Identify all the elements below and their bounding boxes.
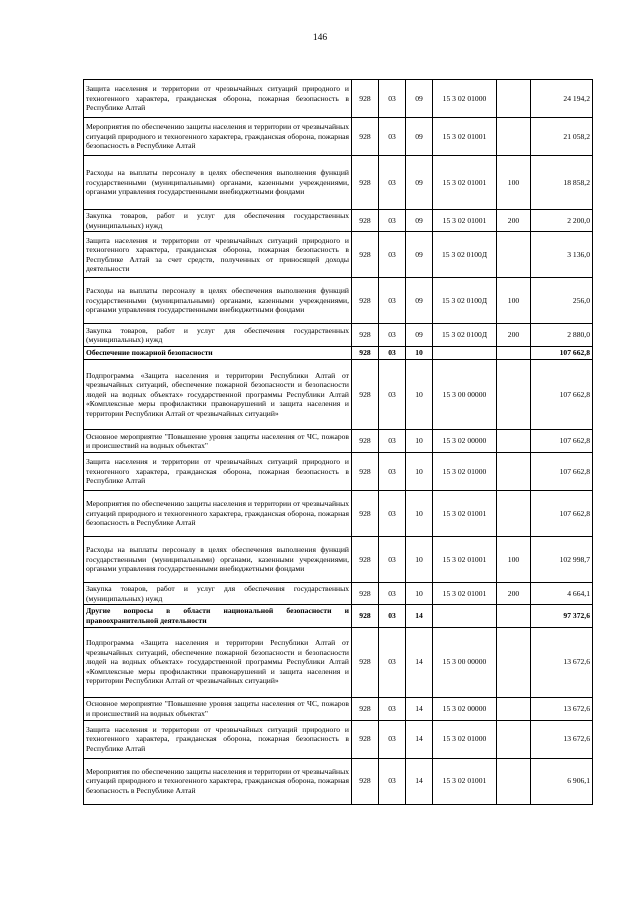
row-expense-type-code xyxy=(497,697,531,720)
table-row xyxy=(84,347,593,360)
row-amount: 256,0 xyxy=(531,278,593,324)
table-row xyxy=(84,583,593,605)
row-expense-type-code xyxy=(497,491,531,537)
table-row xyxy=(84,156,593,210)
row-name: Защита населения и территории от чрезвычайных ситуаций природного и техногенного характера, гражданская оборона, пожарная безопасность в Республике Алтай за счет средств, полученных от приносящей доходы деятельности xyxy=(84,232,352,278)
row-amount: 107 662,8 xyxy=(531,491,593,537)
row-subsection-code: 14 xyxy=(406,605,433,627)
row-target-code: 15 3 02 01001 xyxy=(433,118,497,156)
row-ministry-code: 928 xyxy=(352,210,379,232)
row-name: Мероприятия по обеспечению защиты населения и территории от чрезвычайных ситуаций природного и техногенного характера, гражданская оборона, пожарная безопасность в Республике Алтай xyxy=(84,758,352,804)
row-expense-type-code xyxy=(497,453,531,491)
budget-table xyxy=(83,79,593,805)
row-expense-type-code: 100 xyxy=(497,278,531,324)
row-name: Закупка товаров, работ и услуг для обеспечения государственных (муниципальных) нужд xyxy=(84,583,352,605)
table-row xyxy=(84,430,593,453)
row-amount: 107 662,8 xyxy=(531,430,593,453)
row-target-code: 15 3 02 01001 xyxy=(433,583,497,605)
row-ministry-code: 928 xyxy=(352,758,379,804)
table-row xyxy=(84,118,593,156)
row-section-code: 03 xyxy=(379,627,406,697)
row-subsection-code: 14 xyxy=(406,697,433,720)
row-section-code: 03 xyxy=(379,210,406,232)
row-section-code: 03 xyxy=(379,324,406,347)
row-amount: 13 672,6 xyxy=(531,627,593,697)
row-subsection-code: 09 xyxy=(406,156,433,210)
row-ministry-code: 928 xyxy=(352,720,379,758)
row-target-code xyxy=(433,347,497,360)
row-name: Расходы на выплаты персоналу в целях обеспечения выполнения функций государственными (муниципальными) органами, казенными учреждениями, органами управления государственными внебюджетными фондами xyxy=(84,156,352,210)
table-row xyxy=(84,453,593,491)
row-ministry-code: 928 xyxy=(352,627,379,697)
row-expense-type-code xyxy=(497,605,531,627)
row-amount: 13 672,6 xyxy=(531,697,593,720)
row-amount: 3 136,0 xyxy=(531,232,593,278)
table-row xyxy=(84,491,593,537)
row-expense-type-code: 100 xyxy=(497,156,531,210)
row-name: Защита населения и территории от чрезвычайных ситуаций природного и техногенного характера, гражданская оборона, пожарная безопасность в Республике Алтай xyxy=(84,720,352,758)
table-row xyxy=(84,758,593,804)
row-name: Расходы на выплаты персоналу в целях обеспечения выполнения функций государственными (муниципальными) органами, казенными учреждениями, органами управления государственными внебюджетными фондами xyxy=(84,537,352,583)
row-target-code: 15 3 02 01001 xyxy=(433,491,497,537)
row-target-code: 15 3 02 01001 xyxy=(433,758,497,804)
row-target-code: 15 3 02 0100Д xyxy=(433,324,497,347)
table-row xyxy=(84,80,593,118)
row-subsection-code: 10 xyxy=(406,430,433,453)
row-name: Защита населения и территории от чрезвычайных ситуаций природного и техногенного характера, гражданская оборона, пожарная безопасность в Республике Алтай xyxy=(84,80,352,118)
table-row xyxy=(84,360,593,430)
row-amount: 24 194,2 xyxy=(531,80,593,118)
row-ministry-code: 928 xyxy=(352,491,379,537)
row-subsection-code: 09 xyxy=(406,232,433,278)
row-subsection-code: 14 xyxy=(406,720,433,758)
row-expense-type-code xyxy=(497,627,531,697)
row-target-code: 15 3 02 01001 xyxy=(433,537,497,583)
row-target-code: 15 3 02 0100Д xyxy=(433,278,497,324)
row-ministry-code: 928 xyxy=(352,118,379,156)
row-expense-type-code: 200 xyxy=(497,583,531,605)
row-ministry-code: 928 xyxy=(352,324,379,347)
table-row xyxy=(84,697,593,720)
row-section-code: 03 xyxy=(379,156,406,210)
row-ministry-code: 928 xyxy=(352,537,379,583)
row-name: Обеспечение пожарной безопасности xyxy=(84,347,352,360)
row-target-code: 15 3 02 00000 xyxy=(433,697,497,720)
row-amount: 13 672,6 xyxy=(531,720,593,758)
row-name: Основное мероприятие "Повышение уровня защиты населения от ЧС, пожаров и происшествий на водных объектах" xyxy=(84,697,352,720)
row-target-code: 15 3 00 00000 xyxy=(433,360,497,430)
row-target-code: 15 3 02 0100Д xyxy=(433,232,497,278)
row-expense-type-code: 200 xyxy=(497,210,531,232)
table-row xyxy=(84,210,593,232)
row-target-code: 15 3 02 01000 xyxy=(433,720,497,758)
row-target-code: 15 3 02 01001 xyxy=(433,210,497,232)
row-amount: 21 058,2 xyxy=(531,118,593,156)
row-amount: 6 906,1 xyxy=(531,758,593,804)
row-subsection-code: 10 xyxy=(406,360,433,430)
row-ministry-code: 928 xyxy=(352,430,379,453)
row-subsection-code: 09 xyxy=(406,118,433,156)
row-ministry-code: 928 xyxy=(352,232,379,278)
row-subsection-code: 14 xyxy=(406,627,433,697)
row-name: Защита населения и территории от чрезвычайных ситуаций природного и техногенного характера, гражданская оборона, пожарная безопасность в Республике Алтай xyxy=(84,453,352,491)
row-name: Подпрограмма «Защита населения и территории Республики Алтай от чрезвычайных ситуаций, обеспечение пожарной безопасности и безопасности людей на водных объектах» государственной программы Республики Алтай «Комплексные меры профилактики правонарушений и защита населения и территории Республики Алтай от чрезвычайных ситуаций» xyxy=(84,360,352,430)
row-name: Основное мероприятие "Повышение уровня защиты населения от ЧС, пожаров и происшествий на водных объектах" xyxy=(84,430,352,453)
table-row xyxy=(84,232,593,278)
row-section-code: 03 xyxy=(379,697,406,720)
row-subsection-code: 14 xyxy=(406,758,433,804)
row-expense-type-code xyxy=(497,347,531,360)
row-target-code: 15 3 02 00000 xyxy=(433,430,497,453)
row-subsection-code: 09 xyxy=(406,210,433,232)
row-section-code: 03 xyxy=(379,118,406,156)
row-subsection-code: 10 xyxy=(406,453,433,491)
row-ministry-code: 928 xyxy=(352,697,379,720)
row-amount: 18 858,2 xyxy=(531,156,593,210)
row-expense-type-code xyxy=(497,360,531,430)
table-row xyxy=(84,720,593,758)
row-ministry-code: 928 xyxy=(352,583,379,605)
table-row xyxy=(84,278,593,324)
row-section-code: 03 xyxy=(379,491,406,537)
row-amount: 97 372,6 xyxy=(531,605,593,627)
row-section-code: 03 xyxy=(379,232,406,278)
row-target-code: 15 3 02 01000 xyxy=(433,80,497,118)
row-expense-type-code xyxy=(497,430,531,453)
row-ministry-code: 928 xyxy=(352,347,379,360)
row-expense-type-code xyxy=(497,720,531,758)
row-name: Другие вопросы в области национальной безопасности и правоохранительной деятельности xyxy=(84,605,352,627)
row-expense-type-code xyxy=(497,758,531,804)
row-section-code: 03 xyxy=(379,80,406,118)
row-ministry-code: 928 xyxy=(352,453,379,491)
table-row xyxy=(84,627,593,697)
row-section-code: 03 xyxy=(379,360,406,430)
row-section-code: 03 xyxy=(379,453,406,491)
row-amount: 2 880,0 xyxy=(531,324,593,347)
row-subsection-code: 10 xyxy=(406,347,433,360)
row-subsection-code: 10 xyxy=(406,583,433,605)
row-section-code: 03 xyxy=(379,720,406,758)
row-target-code: 15 3 02 01000 xyxy=(433,453,497,491)
row-section-code: 03 xyxy=(379,430,406,453)
row-ministry-code: 928 xyxy=(352,80,379,118)
row-subsection-code: 09 xyxy=(406,278,433,324)
row-expense-type-code xyxy=(497,232,531,278)
row-section-code: 03 xyxy=(379,537,406,583)
row-ministry-code: 928 xyxy=(352,278,379,324)
row-subsection-code: 10 xyxy=(406,491,433,537)
row-section-code: 03 xyxy=(379,605,406,627)
row-expense-type-code xyxy=(497,80,531,118)
row-ministry-code: 928 xyxy=(352,605,379,627)
row-ministry-code: 928 xyxy=(352,360,379,430)
row-name: Расходы на выплаты персоналу в целях обеспечения выполнения функций государственными (муниципальными) органами, казенными учреждениями, органами управления государственными внебюджетными фондами xyxy=(84,278,352,324)
row-subsection-code: 10 xyxy=(406,537,433,583)
table-row xyxy=(84,605,593,627)
page-number: 146 xyxy=(312,33,328,43)
row-amount: 2 200,0 xyxy=(531,210,593,232)
row-amount: 4 664,1 xyxy=(531,583,593,605)
row-section-code: 03 xyxy=(379,347,406,360)
row-expense-type-code: 200 xyxy=(497,324,531,347)
row-name: Мероприятия по обеспечению защиты населения и территории от чрезвычайных ситуаций природного и техногенного характера, гражданская оборона, пожарная безопасность в Республике Алтай xyxy=(84,491,352,537)
row-target-code: 15 3 00 00000 xyxy=(433,627,497,697)
row-target-code xyxy=(433,605,497,627)
row-amount: 107 662,8 xyxy=(531,347,593,360)
row-section-code: 03 xyxy=(379,278,406,324)
row-name: Закупка товаров, работ и услуг для обеспечения государственных (муниципальных) нужд xyxy=(84,210,352,232)
row-ministry-code: 928 xyxy=(352,156,379,210)
row-amount: 107 662,8 xyxy=(531,453,593,491)
row-subsection-code: 09 xyxy=(406,324,433,347)
row-expense-type-code xyxy=(497,118,531,156)
row-name: Подпрограмма «Защита населения и территории Республики Алтай от чрезвычайных ситуаций, обеспечение пожарной безопасности и безопасности людей на водных объектах» государственной программы Республики Алтай «Комплексные меры профилактики правонарушений и защита населения и территории Республики Алтай от чрезвычайных ситуаций» xyxy=(84,627,352,697)
row-target-code: 15 3 02 01001 xyxy=(433,156,497,210)
row-name: Закупка товаров, работ и услуг для обеспечения государственных (муниципальных) нужд xyxy=(84,324,352,347)
row-name: Мероприятия по обеспечению защиты населения и территории от чрезвычайных ситуаций природного и техногенного характера, гражданская оборона, пожарная безопасность в Республике Алтай xyxy=(84,118,352,156)
row-subsection-code: 09 xyxy=(406,80,433,118)
row-section-code: 03 xyxy=(379,758,406,804)
row-section-code: 03 xyxy=(379,583,406,605)
row-amount: 102 998,7 xyxy=(531,537,593,583)
row-expense-type-code: 100 xyxy=(497,537,531,583)
table-row xyxy=(84,324,593,347)
row-amount: 107 662,8 xyxy=(531,360,593,430)
table-row xyxy=(84,537,593,583)
